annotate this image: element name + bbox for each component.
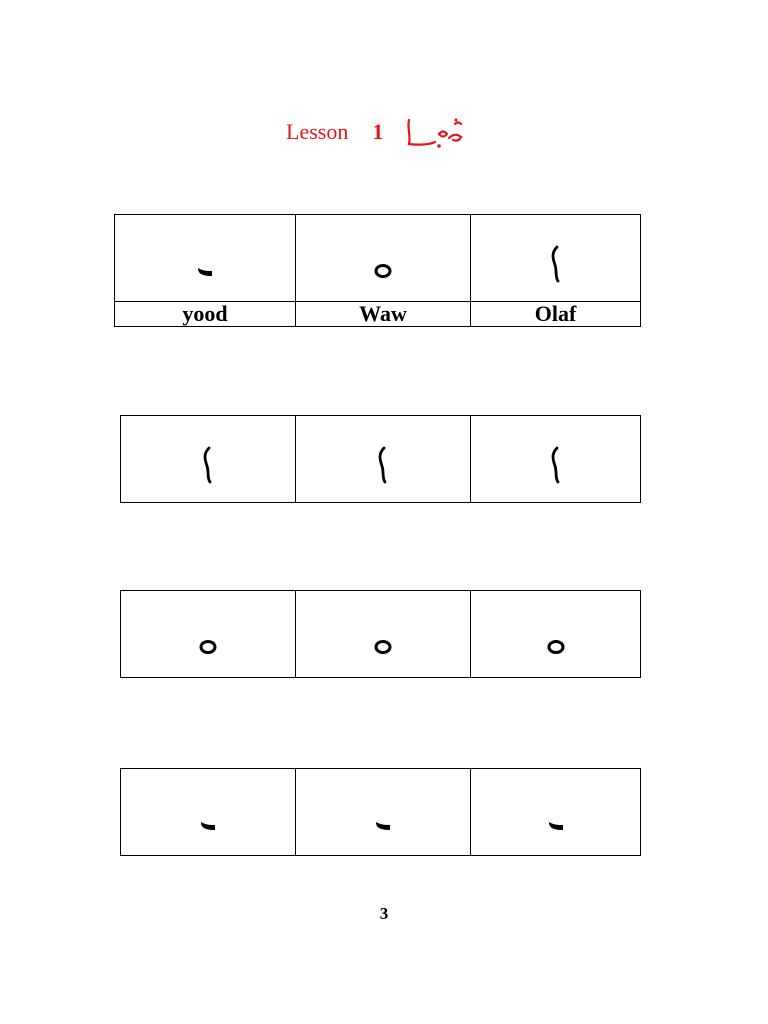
glyph-row [115, 215, 641, 302]
name-cell-waw: Waw [296, 302, 471, 327]
practice-table-waw [120, 590, 641, 678]
practice-cell [121, 591, 296, 678]
practice-cell [471, 769, 641, 856]
header-cell-yood [115, 215, 296, 302]
page-number: 3 [379, 904, 389, 923]
waw-letter-icon [373, 639, 393, 655]
practice-row [121, 769, 641, 856]
practice-cell [121, 769, 296, 856]
name-cell-yood: yood [115, 302, 296, 327]
waw-letter-icon [198, 639, 218, 655]
name-cell-olaf: Olaf [471, 302, 641, 327]
header-cell-waw [296, 215, 471, 302]
lesson-number: 1 [372, 119, 384, 144]
yood-letter-icon [195, 265, 215, 279]
olaf-letter-icon [376, 446, 390, 484]
yood-letter-icon [198, 819, 218, 833]
header-cell-olaf [471, 215, 641, 302]
letters-header-table [114, 214, 641, 327]
practice-row [121, 591, 641, 678]
practice-cell [296, 769, 471, 856]
practice-table-yood [120, 768, 641, 856]
name-row [115, 302, 641, 327]
practice-cell [296, 591, 471, 678]
syriac-title-icon [403, 112, 465, 152]
yood-letter-icon [373, 819, 393, 833]
practice-cell [471, 591, 641, 678]
waw-letter-icon [546, 639, 566, 655]
yood-letter-icon [546, 819, 566, 833]
olaf-letter-icon [201, 446, 215, 484]
practice-cell [296, 416, 471, 503]
practice-cell [471, 416, 641, 503]
lesson-word: Lesson [286, 119, 349, 144]
practice-row [121, 416, 641, 503]
practice-table-olaf [120, 415, 641, 503]
practice-cell [121, 416, 296, 503]
olaf-letter-icon [549, 446, 563, 484]
lesson-title [286, 112, 465, 152]
waw-letter-icon [373, 263, 393, 279]
olaf-letter-icon [549, 245, 563, 283]
